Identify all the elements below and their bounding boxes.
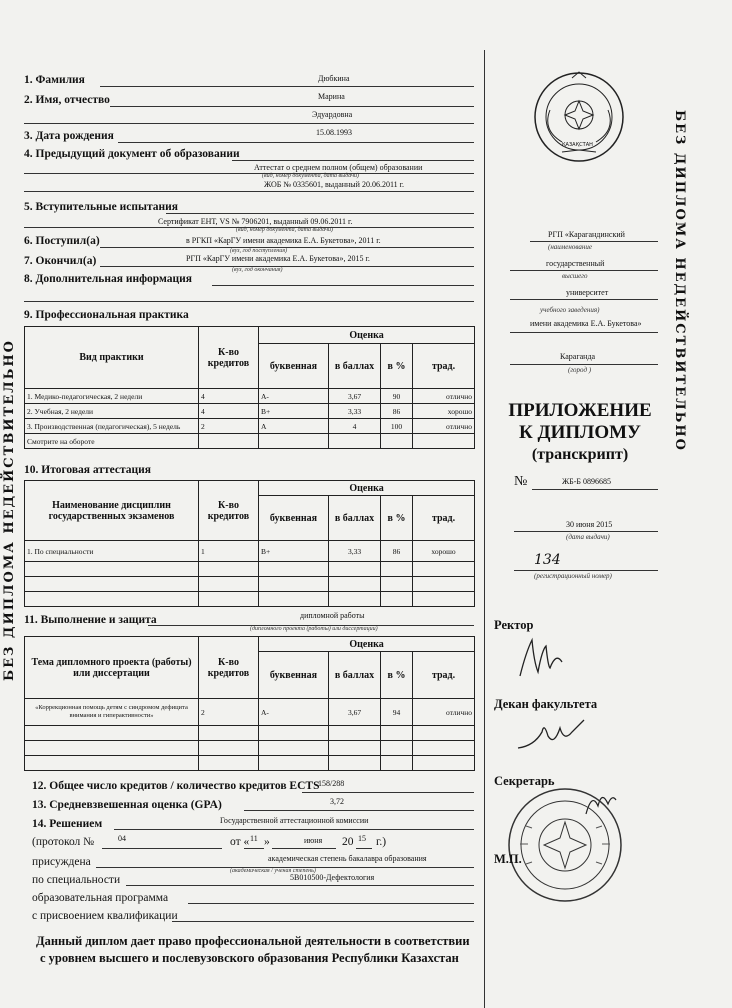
- practice-credits: 4: [199, 404, 259, 419]
- attestation-credits: 1: [199, 541, 259, 562]
- additional-label: 8. Дополнительная информация: [24, 273, 193, 285]
- table-row: [25, 756, 475, 771]
- table-row: [25, 741, 475, 756]
- patronymic-value: Эдуардовна: [312, 110, 353, 119]
- protocol-year: 15: [358, 834, 366, 843]
- dean-label: Декан факультета: [494, 697, 598, 711]
- city: Караганда: [560, 352, 596, 361]
- enrolled-value: в РГКП «КарГУ имени академика Е.А. Букетова», 2011 г.: [186, 236, 381, 245]
- qualification-label: с присвоением квалификации: [32, 910, 178, 922]
- credits-value: 158/288: [318, 779, 345, 788]
- side-text-left: БЕЗ ДИПЛОМА НЕДЕЙСТВИТЕЛЬНО: [2, 339, 17, 682]
- thesis-table: [24, 636, 475, 771]
- org-caption-1: (наименование: [548, 243, 592, 251]
- table-row: [25, 562, 475, 577]
- practice-header-percent: в %: [381, 344, 413, 389]
- graduated-label: 7. Окончил(а): [24, 255, 97, 267]
- practice-letter: B+: [259, 404, 329, 419]
- thesis-name: [25, 726, 199, 741]
- practice-trad: отлично: [413, 419, 475, 434]
- city-caption: (город ): [568, 366, 592, 374]
- thesis-value: дипломной работы: [300, 611, 365, 620]
- protocol-year-prefix: 20: [342, 836, 354, 848]
- rector-label: Ректор: [494, 618, 534, 632]
- practice-header-points: в баллах: [329, 344, 381, 389]
- practice-letter: [259, 434, 329, 449]
- side-text-right: БЕЗ ДИПЛОМА НЕДЕЙСТВИТЕЛЬНО: [672, 110, 687, 453]
- table-row: [25, 434, 475, 449]
- doc-number-label: №: [514, 474, 528, 489]
- org-caption-2: высшего: [562, 272, 588, 280]
- practice-credits: 4: [199, 389, 259, 404]
- attestation-header-type: Наименование дисциплин государственных экзаменов: [25, 481, 199, 541]
- thesis-percent: 94: [381, 699, 413, 726]
- decision-label: 14. Решением: [32, 818, 103, 830]
- attestation-table: [24, 480, 475, 607]
- attestation-header-trad: трад.: [413, 496, 475, 541]
- practice-credits: [199, 434, 259, 449]
- graduated-caption: (вуз, год окончания): [232, 267, 283, 273]
- practice-points: 3,67: [329, 389, 381, 404]
- protocol-year-suffix: г.): [376, 836, 387, 848]
- thesis-letter: A-: [259, 699, 329, 726]
- rector-signature: [512, 632, 572, 682]
- practice-percent: 90: [381, 389, 413, 404]
- practice-name: 1. Медико-педагогическая, 2 недели: [25, 389, 199, 404]
- org-caption-3: учебного заведения): [540, 306, 600, 314]
- prev-doc-value: Аттестат о среднем полном (общем) образовании: [254, 163, 423, 172]
- org-line-4: имени академика Е.А. Букетова»: [530, 319, 642, 328]
- attestation-header-letter: буквенная: [259, 496, 329, 541]
- practice-header-trad: трад.: [413, 344, 475, 389]
- thesis-trad: отлично: [413, 699, 475, 726]
- thesis-header-type: Тема дипломного проекта (работы) или диссертации: [25, 637, 199, 699]
- credits-label: 12. Общее число кредитов / количество кредитов ECTS: [32, 780, 320, 792]
- entrance-value: Сертификат ЕНТ, VS № 7906201, выданный 09.06.2011 г.: [158, 217, 353, 226]
- program-label: образовательная программа: [32, 892, 169, 904]
- name-label: 2. Имя, отчество: [24, 94, 110, 106]
- practice-header-grade: Оценка: [259, 327, 475, 344]
- practice-letter: A-: [259, 389, 329, 404]
- birth-value: 15.08.1993: [316, 128, 352, 137]
- attestation-header-percent: в %: [381, 496, 413, 541]
- practice-points: [329, 434, 381, 449]
- practice-header-letter: буквенная: [259, 344, 329, 389]
- enrolled-caption: (вуз, год поступления): [230, 248, 288, 254]
- prev-doc-caption: (вид, номер документа, дата выдачи): [262, 173, 360, 179]
- gpa-label: 13. Средневзвешенная оценка (GPA): [32, 799, 222, 811]
- awarded-value: академическая степень бакалавра образования: [268, 854, 427, 863]
- table-row: [25, 389, 475, 404]
- center-divider: [484, 50, 485, 1008]
- doc-title-3: (транскрипт): [531, 446, 629, 463]
- practice-trad: [413, 434, 475, 449]
- thesis-name: [25, 741, 199, 756]
- attestation-header-grade: Оценка: [259, 481, 475, 496]
- birth-label: 3. Дата рождения: [24, 130, 114, 142]
- attestation-name: [25, 592, 199, 607]
- table-row: [25, 541, 475, 562]
- thesis-name: «Коррекционная помощь детям с синдромом дефицита внимания и гиперактивности»: [25, 699, 199, 726]
- practice-name: 2. Учебная, 2 недели: [25, 404, 199, 419]
- practice-trad: хорошо: [413, 404, 475, 419]
- thesis-credits: 2: [199, 699, 259, 726]
- practice-name: Смотрите на обороте: [25, 434, 199, 449]
- prev-doc-label: 4. Предыдущий документ об образовании: [24, 148, 240, 160]
- table-row: [25, 699, 475, 726]
- entrance-caption: (вид, номер документа, дата выдачи): [236, 227, 334, 233]
- table-row: [25, 419, 475, 434]
- thesis-header-percent: в %: [381, 652, 413, 699]
- practice-title: 9. Профессиональная практика: [24, 309, 189, 321]
- thesis-header-letter: буквенная: [259, 652, 329, 699]
- stamp-place-label: М.П.: [494, 852, 522, 866]
- doc-title-1: ПРИЛОЖЕНИЕ: [508, 400, 652, 421]
- prev-doc-number: ЖОБ № 0335601, выданный 20.06.2011 г.: [264, 180, 405, 189]
- practice-credits: 2: [199, 419, 259, 434]
- practice-points: 3,33: [329, 404, 381, 419]
- issue-date-caption: (дата выдачи): [566, 533, 610, 541]
- thesis-header-points: в баллах: [329, 652, 381, 699]
- entrance-label: 5. Вступительные испытания: [24, 201, 178, 213]
- attestation-header-credits: К-во кредитов: [199, 481, 259, 541]
- attestation-percent: 86: [381, 541, 413, 562]
- thesis-header-credits: К-во кредитов: [199, 637, 259, 699]
- doc-number-value: ЖБ-Б 0896685: [562, 477, 612, 486]
- attestation-name: [25, 577, 199, 592]
- table-row: [25, 592, 475, 607]
- graduated-value: РГП «КарГУ имени академика Е.А. Букетова», 2015 г.: [186, 254, 370, 263]
- thesis-header-grade: Оценка: [259, 637, 475, 652]
- table-row: [25, 404, 475, 419]
- practice-percent: 100: [381, 419, 413, 434]
- name-value: Марина: [318, 92, 345, 101]
- awarded-caption: (академическая / ученая степень): [230, 868, 316, 874]
- decision-value: Государственной аттестационной комиссии: [220, 816, 369, 825]
- protocol-day-close: »: [264, 836, 270, 848]
- table-row: [25, 726, 475, 741]
- reg-number: 134: [534, 552, 561, 568]
- attestation-letter: B+: [259, 541, 329, 562]
- issue-date: 30 июня 2015: [566, 520, 613, 529]
- thesis-name: [25, 756, 199, 771]
- practice-points: 4: [329, 419, 381, 434]
- attestation-header-points: в баллах: [329, 496, 381, 541]
- org-line-1: РГП «Карагандинский: [548, 230, 625, 239]
- state-emblem: [532, 70, 626, 164]
- table-row: [25, 577, 475, 592]
- surname-value: Дюбкина: [318, 74, 350, 83]
- attestation-points: 3,33: [329, 541, 381, 562]
- footer-line-1: Данный диплом дает право профессиональной деятельности в соответствии: [36, 934, 470, 948]
- doc-title-2: К ДИПЛОМУ: [519, 422, 641, 443]
- attestation-title: 10. Итоговая аттестация: [24, 464, 152, 476]
- practice-name: 3. Производственная (педагогическая), 5 недель: [25, 419, 199, 434]
- gpa-value: 3,72: [330, 797, 344, 806]
- org-line-3: университет: [566, 288, 609, 297]
- protocol-from: от «: [230, 836, 250, 848]
- practice-percent: 86: [381, 404, 413, 419]
- practice-percent: [381, 434, 413, 449]
- secretary-label: Секретарь: [494, 774, 555, 788]
- specialty-value: 5В010500-Дефектология: [290, 873, 375, 882]
- practice-table: [24, 326, 475, 449]
- practice-header-credits: К-во кредитов: [199, 327, 259, 389]
- protocol-day: 11: [250, 834, 258, 843]
- specialty-label: по специальности: [32, 874, 121, 886]
- reg-number-caption: (регистрационный номер): [534, 572, 612, 580]
- footer-line-2: с уровнем высшего и послевузовского образования Республики Казахстан: [40, 951, 459, 965]
- surname-label: 1. Фамилия: [24, 74, 85, 86]
- protocol-month: июня: [304, 836, 323, 845]
- attestation-name: 1. По специальности: [25, 541, 199, 562]
- practice-letter: A: [259, 419, 329, 434]
- thesis-header-trad: трад.: [413, 652, 475, 699]
- thesis-caption: (дипломного проекта (работы) или диссертации): [250, 626, 378, 632]
- practice-header-type: Вид практики: [25, 327, 199, 389]
- dean-signature: [514, 712, 594, 756]
- org-line-2: государственный: [546, 259, 605, 268]
- emblem-text: ҚАЗАҚСТАН: [562, 142, 593, 148]
- protocol-value: 04: [118, 834, 126, 843]
- attestation-trad: хорошо: [413, 541, 475, 562]
- thesis-title: 11. Выполнение и защита: [24, 614, 157, 626]
- enrolled-label: 6. Поступил(а): [24, 235, 100, 247]
- thesis-points: 3,67: [329, 699, 381, 726]
- awarded-label: присуждена: [32, 856, 91, 868]
- protocol-label: (протокол №: [32, 836, 95, 848]
- university-seal: [506, 786, 624, 904]
- attestation-name: [25, 562, 199, 577]
- practice-trad: отлично: [413, 389, 475, 404]
